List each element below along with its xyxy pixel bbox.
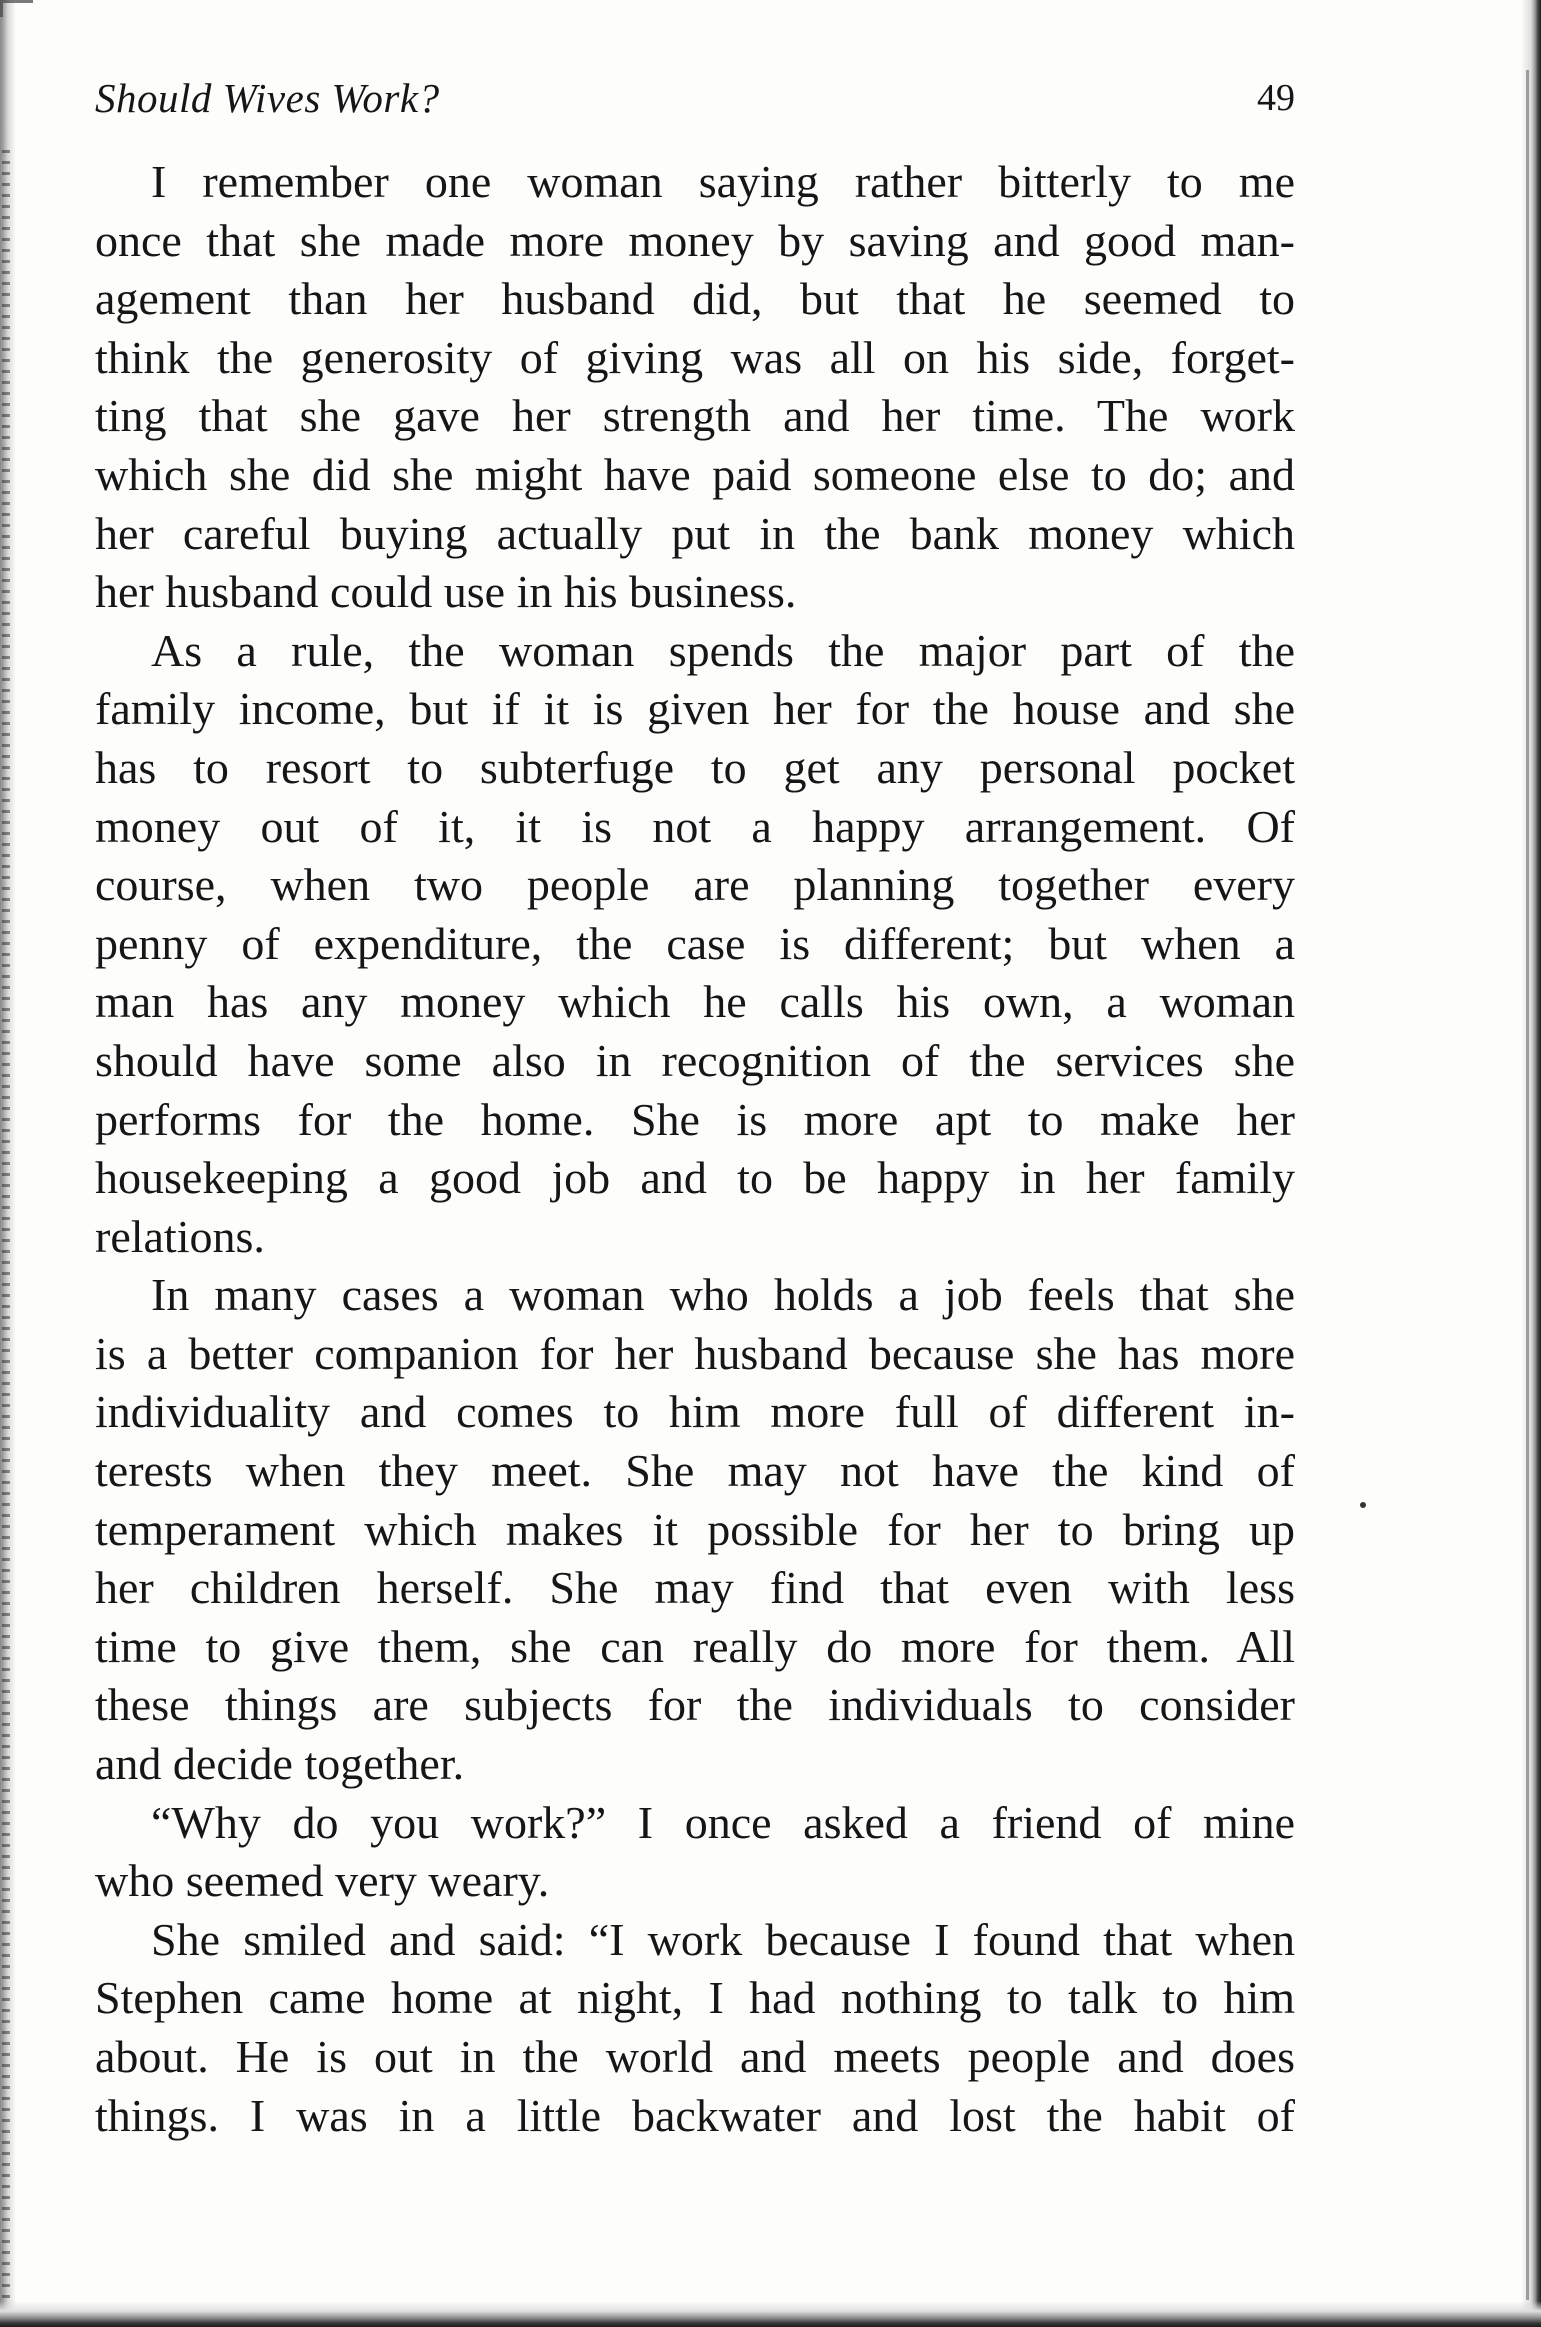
text-line: her careful buying actually put in the bank money which	[95, 507, 1295, 559]
text-line: In many cases a woman who holds a job feels that she	[151, 1269, 1295, 1321]
paragraph-2	[95, 622, 1295, 1267]
text-line: terests when they meet. She may not have the kind of	[95, 1445, 1295, 1497]
text-line: about. He is out in the world and meets people and does	[95, 2031, 1295, 2082]
text-line: money out of it, it is not a happy arrangement. Of	[95, 800, 1295, 852]
page-bottom-edge-shadow	[0, 2301, 1541, 2327]
text-line: her children herself. She may find that even with less	[95, 1562, 1295, 1614]
text-line: once that she made more money by saving and good man-	[95, 214, 1295, 266]
text-line: penny of expenditure, the case is different; but when a	[95, 917, 1295, 969]
binding-speckle	[2, 150, 10, 2300]
page-right-edge-shadow	[1521, 0, 1541, 2327]
text-line: temperament which makes it possible for her to bring up	[95, 1503, 1295, 1555]
text-line: agement than her husband did, but that he seemed to	[95, 273, 1295, 325]
paragraph-4	[95, 1794, 1295, 1911]
text-line: relations.	[95, 1210, 265, 1262]
text-line: is a better companion for her husband because she has more	[95, 1327, 1295, 1379]
text-line: think the generosity of giving was all on his side, forget-	[95, 331, 1295, 383]
text-line: has to resort to subterfuge to get any personal pocket	[95, 741, 1295, 793]
text-line: ting that she gave her strength and her time. The work	[95, 390, 1295, 442]
text-line: “Why do you work?” I once asked a friend of mine	[151, 1796, 1295, 1848]
body-text	[95, 153, 1295, 2145]
page-right-edge-line	[1526, 70, 1529, 2300]
paragraph-3	[95, 1266, 1295, 1793]
text-line: She smiled and said: “I work because I found that when	[151, 1913, 1295, 1965]
running-title: Should Wives Work?	[95, 75, 440, 121]
text-line: her husband could use in his business.	[95, 566, 797, 618]
corner-mark	[0, 0, 33, 17]
text-line: Stephen came home at night, I had nothing to talk to him	[95, 1972, 1295, 2024]
text-line: I remember one woman saying rather bitterly to me	[151, 156, 1295, 207]
text-line: who seemed very weary.	[95, 1855, 550, 1907]
text-line: should have some also in recognition of the services she	[95, 1034, 1295, 1086]
text-line: housekeeping a good job and to be happy in her family	[95, 1152, 1295, 1204]
text-line: performs for the home. She is more apt to make her	[95, 1093, 1295, 1145]
text-line: As a rule, the woman spends the major part of the	[151, 624, 1295, 676]
text-line: time to give them, she can really do more for them. All	[95, 1620, 1295, 1672]
paragraph-1	[95, 153, 1295, 622]
text-line: and decide together.	[95, 1738, 465, 1790]
text-line: things. I was in a little backwater and lost the habit of	[95, 2089, 1295, 2141]
print-speck	[1360, 1502, 1366, 1508]
text-line: course, when two people are planning together every	[95, 859, 1295, 911]
page-number: 49	[1257, 77, 1295, 119]
text-line: family income, but if it is given her for the house and she	[95, 683, 1295, 735]
paragraph-5	[95, 1911, 1295, 2145]
text-line: these things are subjects for the individuals to consider	[95, 1679, 1295, 1731]
text-line: which she did she might have paid someone else to do; and	[95, 448, 1295, 500]
text-line: individuality and comes to him more full of different in-	[95, 1386, 1295, 1438]
running-head	[95, 68, 1295, 128]
text-line: man has any money which he calls his own, a woman	[95, 976, 1295, 1028]
